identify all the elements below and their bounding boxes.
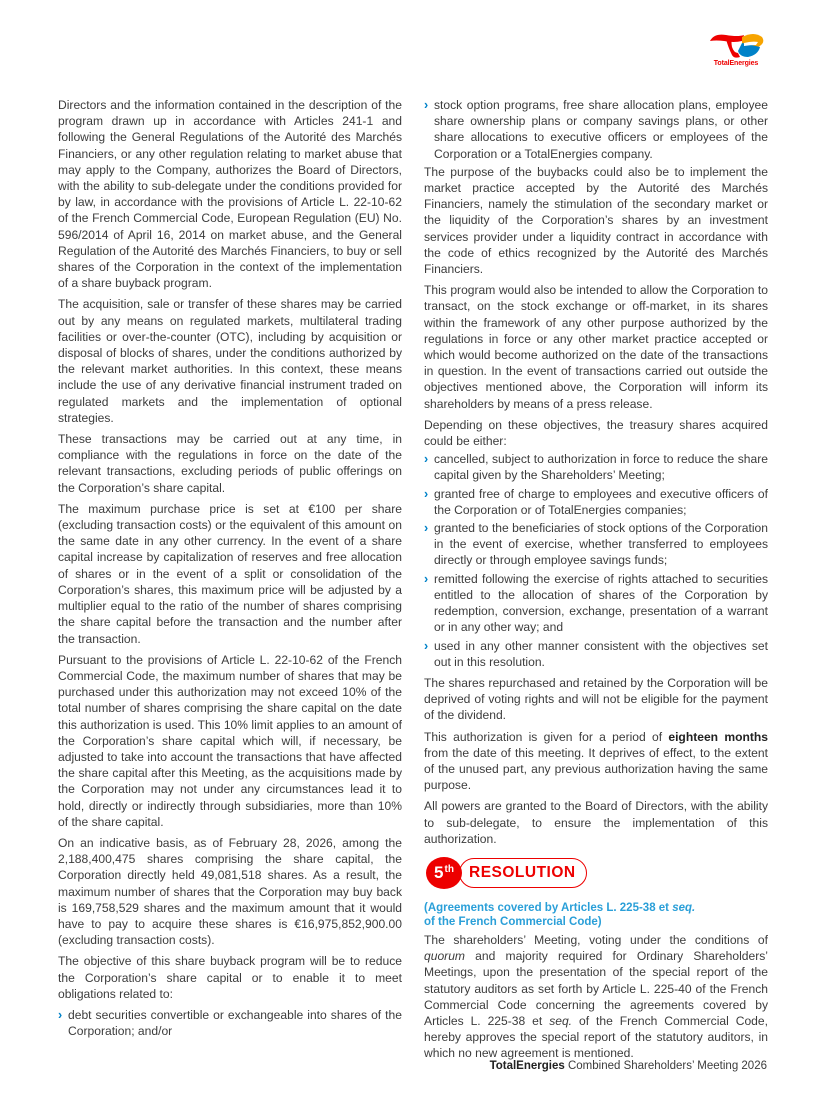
left-column [58, 97, 402, 1041]
bullet-text: remitted following the exercise of rights attached to securities entitled to the allocation of shares of the Corporation by redemption, conversion, exchange, presentation of a warrant or in any other way; and [434, 571, 768, 635]
paragraph: On an indicative basis, as of February 28, 2026, among the 2,188,400,475 shares comprising the share capital, the Corporation directly held 49,081,518 shares. As a result, the maximum number of shares that the Corporation may buy back is 169,758,529 shares and the maximum amount that it would have to pay to acquire these shares is €16,975,852,900.00 (excluding transaction costs). [58, 835, 402, 948]
bullet-item [424, 638, 768, 670]
paragraph: Directors and the information contained in the description of the program drawn up in accordance with Articles 241-1 and following the General Regulations of the Autorité des Marchés Financiers, or any other regulation relating to market abuse that may apply to the Company, authorizes the Board of Directors, with the ability to sub-delegate under the conditions provided for by law, in accordance with the provisions of Article L. 22-10-62 of the French Commercial Code, European Regulation (EU) No. 596/2014 of April 16, 2014 on market abuse, and the General Regulation of the Autorité des Marchés Financiers, to buy or sell shares of the Corporation in the context of the implementation of a share buyback program. [58, 98, 402, 291]
resolution-ordinal-suffix: th [444, 864, 454, 876]
resolution-body [424, 932, 768, 1062]
paragraph: This program would also be intended to allow the Corporation to transact, on the stock exchange or off-market, in its shares within the framework of any other purpose authorized by the regulations in force or any other market practice accepted or which would become authorized on the date of the transactions in question. In the event of transactions carried out outside the objectives mentioned above, the Corporation will inform its shareholders by means of a press release. [424, 283, 768, 411]
paragraph [424, 729, 768, 794]
resolution-label: RESOLUTION [459, 858, 587, 888]
right-column [424, 97, 768, 1067]
bullet-item [424, 520, 768, 569]
chevron-right-icon: › [424, 98, 429, 112]
bullet-text: granted to the beneficiaries of stock options of the Corporation in the event of exercise, whether transferred to employees directly or through employee savings funds; [434, 521, 768, 568]
resolution-number-badge [426, 857, 462, 889]
text-run: This authorization is given for a period of [424, 729, 669, 744]
bullet-text: granted free of charge to employees and executive officers of the Corporation or of TotalEnergies companies; [434, 486, 768, 517]
text-run: of the French Commercial Code) [424, 916, 602, 929]
bullet-text: debt securities convertible or exchangeable into shares of the Corporation; and/or [68, 1007, 402, 1039]
bullet-item [424, 97, 768, 162]
chevron-right-icon: › [424, 452, 429, 467]
chevron-right-icon: › [58, 1007, 63, 1022]
text-run: (Agreements covered by Articles L. 225-38 et [424, 901, 673, 914]
text-run: of the French Commercial Code, hereby approves the special report of the statutory auditors, in which no new agreement is mentioned. [424, 1013, 768, 1061]
bullet-item [58, 1007, 402, 1039]
emphasis: seq. [672, 901, 696, 914]
paragraph: The acquisition, sale or transfer of these shares may be carried out by any means on regulated markets, multilateral trading facilities or over-the-counter (OTC), including by acquisition or disposal of blocks of shares, under the conditions authorized by the relevant market authorities. In this context, these means include the use of any derivative financial instrument traded on regulated markets and the implementation of optional strategies. [58, 297, 402, 425]
text-run: and majority required for Ordinary Shareholders’ Meetings, upon the presentation of the special report of the statutory auditors as set forth by Article L. 225-40 of the French Commercial Code concerning the agreements covered by Articles L. 225-38 et [424, 949, 768, 1028]
chevron-right-icon: › [424, 521, 429, 536]
text-run: The shareholders’ Meeting, voting under the conditions of [424, 932, 768, 947]
paragraph: The purpose of the buybacks could also be to implement the market practice accepted by the Autorité des Marchés Financiers, namely the stimulation of the secondary market or the liquidity of the Corporation’s shares by an investment services provider under a liquidity contract in accordance with the code of ethics recognized by the Autorité des Marchés Financiers. [424, 164, 768, 277]
bullet-text: stock option programs, free share allocation plans, employee share ownership plans or company savings plans, or other share allocations to executive officers or employees of the Corporation or a TotalEnergies company. [434, 98, 768, 161]
resolution-header [426, 857, 768, 889]
emphasis: seq. [549, 1013, 573, 1028]
paragraph: These transactions may be carried out at any time, in compliance with the regulations in force on the date of the relevant transactions, excluding periods of public offerings on the Corporation’s share capital. [58, 432, 402, 495]
paragraph: All powers are granted to the Board of Directors, with the ability to sub-delegate, to ensure the implementation of this authorization. [424, 799, 768, 846]
chevron-right-icon: › [424, 638, 429, 653]
footer-brand: TotalEnergies [489, 1060, 565, 1072]
bullet-text: used in any other manner consistent with the objectives set out in this resolution. [434, 638, 768, 669]
bullet-item [424, 571, 768, 636]
paragraph: The maximum purchase price is set at €100 per share (excluding transaction costs) or the equivalent of this amount on the same date in any other currency. In the event of a share capital increase by capitalization of reserves and free allocation of shares or in the event of a split or consolidation of the Corporation’s shares, this maximum price will be adjusted by a multiplier equal to the ratio of the number of shares comprising the share capital before the transaction and the number after the transaction. [58, 501, 402, 646]
bullet-item [424, 451, 768, 483]
chevron-right-icon: › [424, 571, 429, 586]
bullet-item [424, 486, 768, 518]
emphasis: eighteen months [668, 729, 768, 744]
chevron-right-icon: › [424, 486, 429, 501]
paragraph: The shares repurchased and retained by the Corporation will be deprived of voting rights and will not be eligible for the payment of the dividend. [424, 675, 768, 723]
resolution-subtitle [424, 901, 768, 930]
paragraph: Depending on these objectives, the treasury shares acquired could be either: [424, 417, 768, 449]
paragraph: Pursuant to the provisions of Article L. 22-10-62 of the French Commercial Code, the maximum number of shares that may be purchased under this authorization may not exceed 10% of the total number of shares comprising the share capital on the date this authorization is used. This 10% limit applies to an amount of the Corporation’s share capital which will, if necessary, be adjusted to take into account the transactions that have affected the share capital after this Meeting, as the acquisitions made by the Corporation may not under any circumstances lead it to hold, directly or indirectly through subsidiaries, more than 10% of the share capital. [58, 652, 402, 829]
resolution-number: 5 [434, 862, 444, 882]
footer-text: Combined Shareholders’ Meeting 2026 [564, 1060, 767, 1072]
bullet-text: cancelled, subject to authorization in force to reduce the share capital given by the Shareholders’ Meeting; [434, 452, 768, 483]
paragraph: The objective of this share buyback program will be to reduce the Corporation’s share capital or to enable it to meet obligations related to: [58, 954, 402, 1001]
logo-wordmark: TotalEnergies [713, 60, 759, 67]
page-footer [490, 1060, 767, 1072]
emphasis: quorum [424, 949, 466, 964]
text-run: from the date of this meeting. It deprives of effect, to the extent of the unused part, any previous authorization having the same purpose. [424, 745, 768, 793]
